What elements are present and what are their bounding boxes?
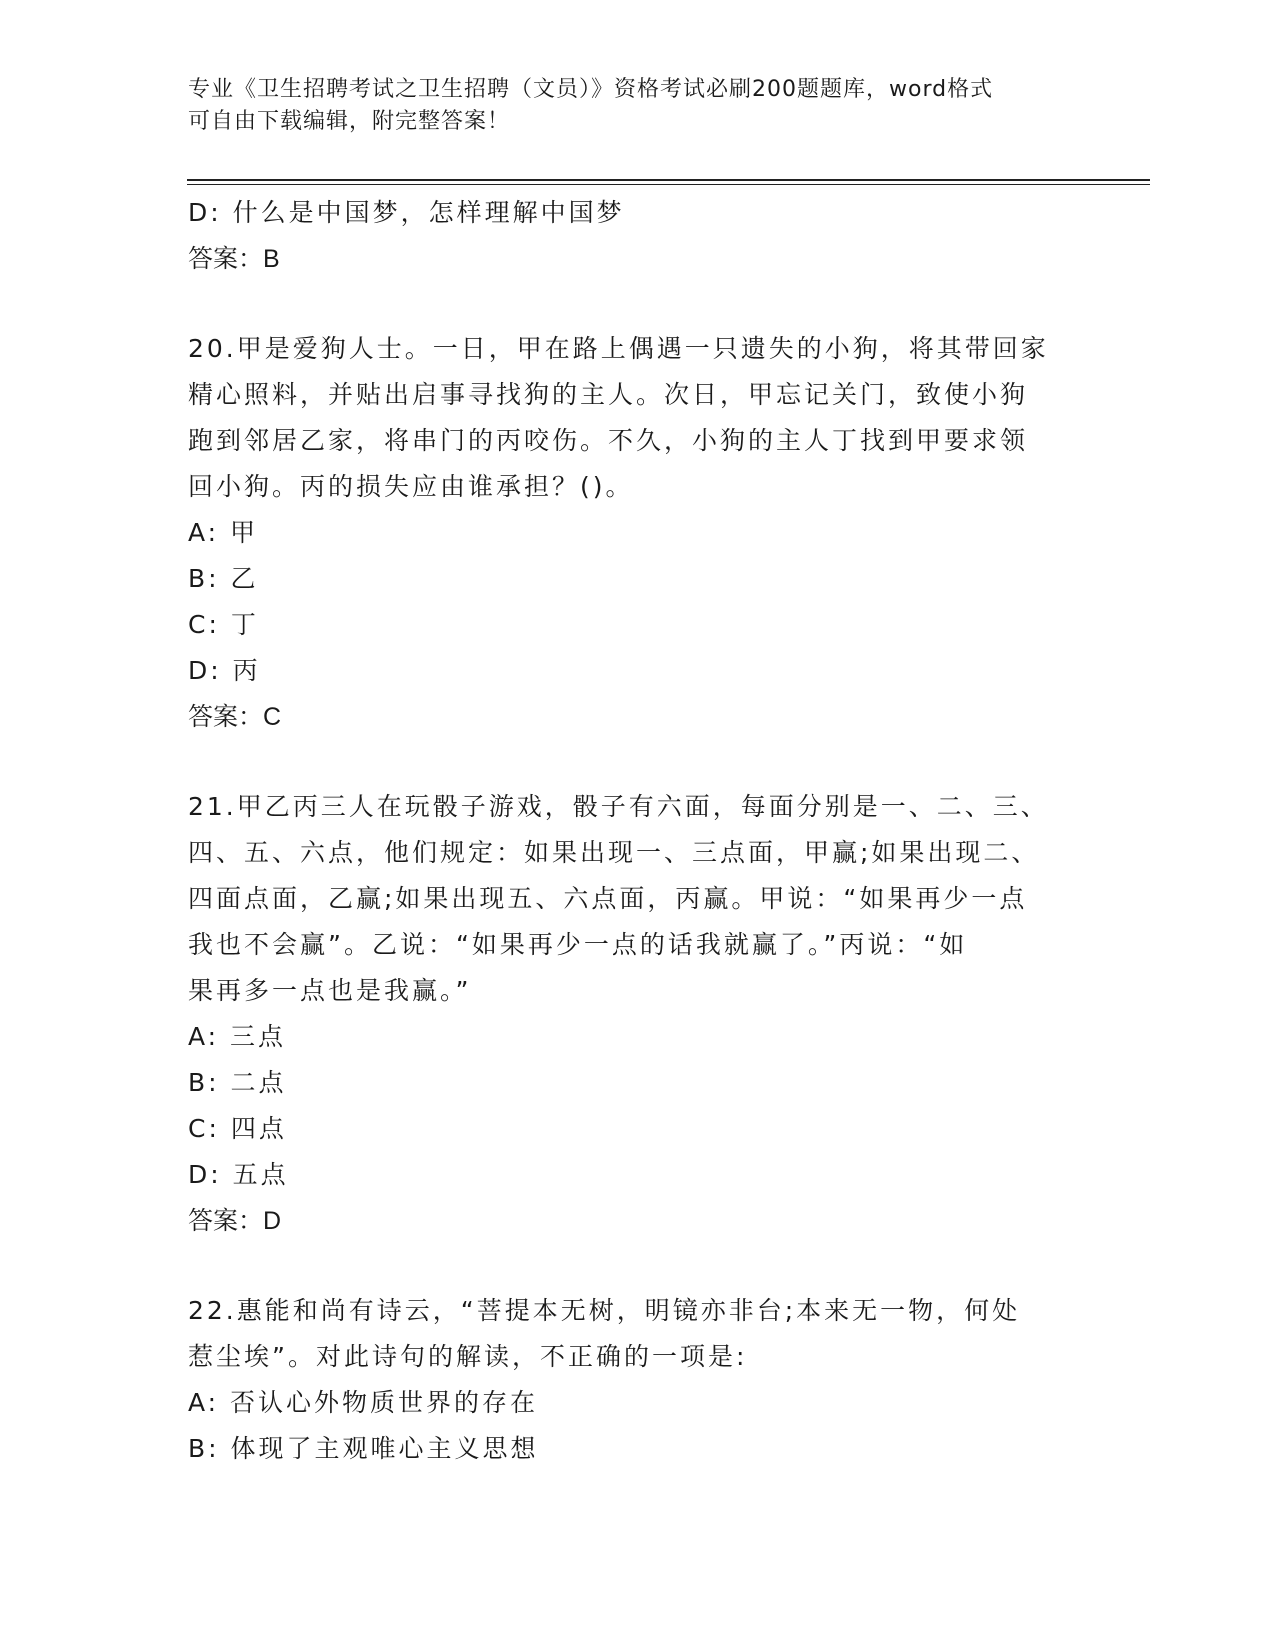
option-a: A: 甲: [188, 518, 259, 547]
question-text-line: 20.甲是爱狗人士。一日，甲在路上偶遇一只遗失的小狗，将其带回家: [188, 334, 1049, 363]
answer-label: 答案：C: [188, 703, 282, 731]
question-content: [188, 190, 1088, 1472]
question-text-line: 精心照料，并贴出启事寻找狗的主人。次日，甲忘记关门，致使小狗: [188, 380, 1029, 409]
question-20: [188, 326, 1088, 740]
question-text-line: 惹尘埃”。对此诗句的解读，不正确的一项是:: [188, 1342, 748, 1371]
document-header: [188, 74, 1088, 138]
spacer: [188, 1244, 1088, 1288]
header-line-2: 可自由下载编辑，附完整答案！: [188, 109, 511, 134]
question-19-tail: [188, 190, 1088, 282]
answer-label: 答案：D: [188, 1207, 282, 1235]
question-22: [188, 1288, 1088, 1472]
option-a: A: 否认心外物质世界的存在: [188, 1388, 539, 1417]
option-a: A: 三点: [188, 1022, 287, 1051]
question-text-line: 我也不会赢”。乙说：“如果再少一点的话我就赢了。”丙说：“如: [188, 930, 968, 959]
spacer: [188, 740, 1088, 784]
header-divider-thin: [187, 184, 1150, 185]
question-text-line: 跑到邻居乙家，将串门的丙咬伤。不久，小狗的主人丁找到甲要求领: [188, 426, 1029, 455]
question-text-line: 四面点面，乙赢;如果出现五、六点面，丙赢。甲说：“如果再少一点: [188, 884, 1028, 913]
spacer: [188, 282, 1088, 326]
option-c: C: 四点: [188, 1114, 287, 1143]
question-text-line: 果再多一点也是我赢。”: [188, 976, 472, 1005]
question-text-line: 回小狗。丙的损失应由谁承担？()。: [188, 472, 634, 501]
option-b: B: 乙: [188, 564, 259, 593]
option-d: D: 丙: [188, 656, 261, 685]
option-d: D: 五点: [188, 1160, 289, 1189]
question-21: [188, 784, 1088, 1244]
option-d: D: 什么是中国梦，怎样理解中国梦: [188, 198, 625, 227]
question-text-line: 四、五、六点，他们规定：如果出现一、三点面，甲赢;如果出现二、: [188, 838, 1040, 867]
option-b: B: 体现了主观唯心主义思想: [188, 1434, 539, 1463]
question-text-line: 22.惠能和尚有诗云，“菩提本无树，明镜亦非台;本来无一物，何处: [188, 1296, 1021, 1325]
question-text-line: 21.甲乙丙三人在玩骰子游戏，骰子有六面，每面分别是一、二、三、: [188, 792, 1049, 821]
header-divider-thick: [187, 179, 1150, 181]
option-c: C: 丁: [188, 610, 259, 639]
answer-label: 答案：B: [188, 245, 280, 273]
header-line-1: 专业《卫生招聘考试之卫生招聘（文员）》资格考试必刷200题题库，word格式: [188, 77, 994, 102]
option-b: B: 二点: [188, 1068, 287, 1097]
